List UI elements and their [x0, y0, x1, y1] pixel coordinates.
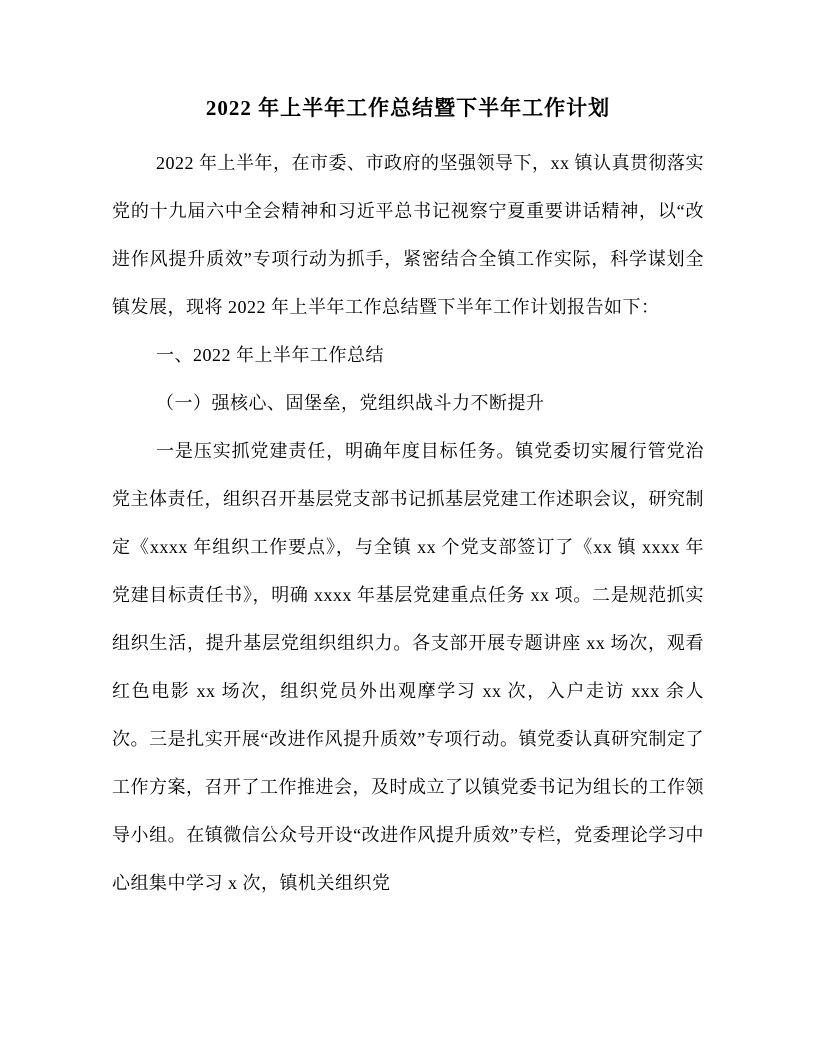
paragraph-party-building-details: 一是压实抓党建责任，明确年度目标任务。镇党委切实履行管党治党主体责任，组织召开基层党支部书记抓基层党建工作述职会议，研究制定《xxxx 年组织工作要点》，与全镇 xx 个党支部签订了《xx 镇 xxxx 年党建目标责任书》，明确 xxxx 年基层党建重点任务 xx 项。二是规范抓实组织生活，提升基层党组织组织力。各支部开展专题讲座 xx 场次，观看红色电影 xx 场次，组织党员外出观摩学习 xx 次，入户走访 xxx 余人次。三是扎实开展“改进作风提升质效”专项行动。镇党委认真研究制定了工作方案，召开了工作推进会，及时成立了以镇党委书记为组长的工作领导小组。在镇微信公众号开设“改进作风提升质效”专栏，党委理论学习中心组集中学习 x 次，镇机关组织党	[112, 441, 704, 893]
paragraph-intro: 2022 年上半年，在市委、市政府的坚强领导下，xx 镇认真贯彻落实党的十九届六中全会精神和习近平总书记视察宁夏重要讲话精神，以“改进作风提升质效”专项行动为抓手，紧密结合全镇工作实际，科学谋划全镇发展，现将 2022 年上半年工作总结暨下半年工作计划报告如下：	[112, 153, 704, 317]
section-heading-first-half-summary: 一、2022 年上半年工作总结	[156, 345, 384, 365]
document-title: 2022 年上半年工作总结暨下半年工作计划	[205, 96, 611, 120]
subsection-heading-party-organization: （一）强核心、固堡垒，党组织战斗力不断提升	[156, 393, 545, 413]
